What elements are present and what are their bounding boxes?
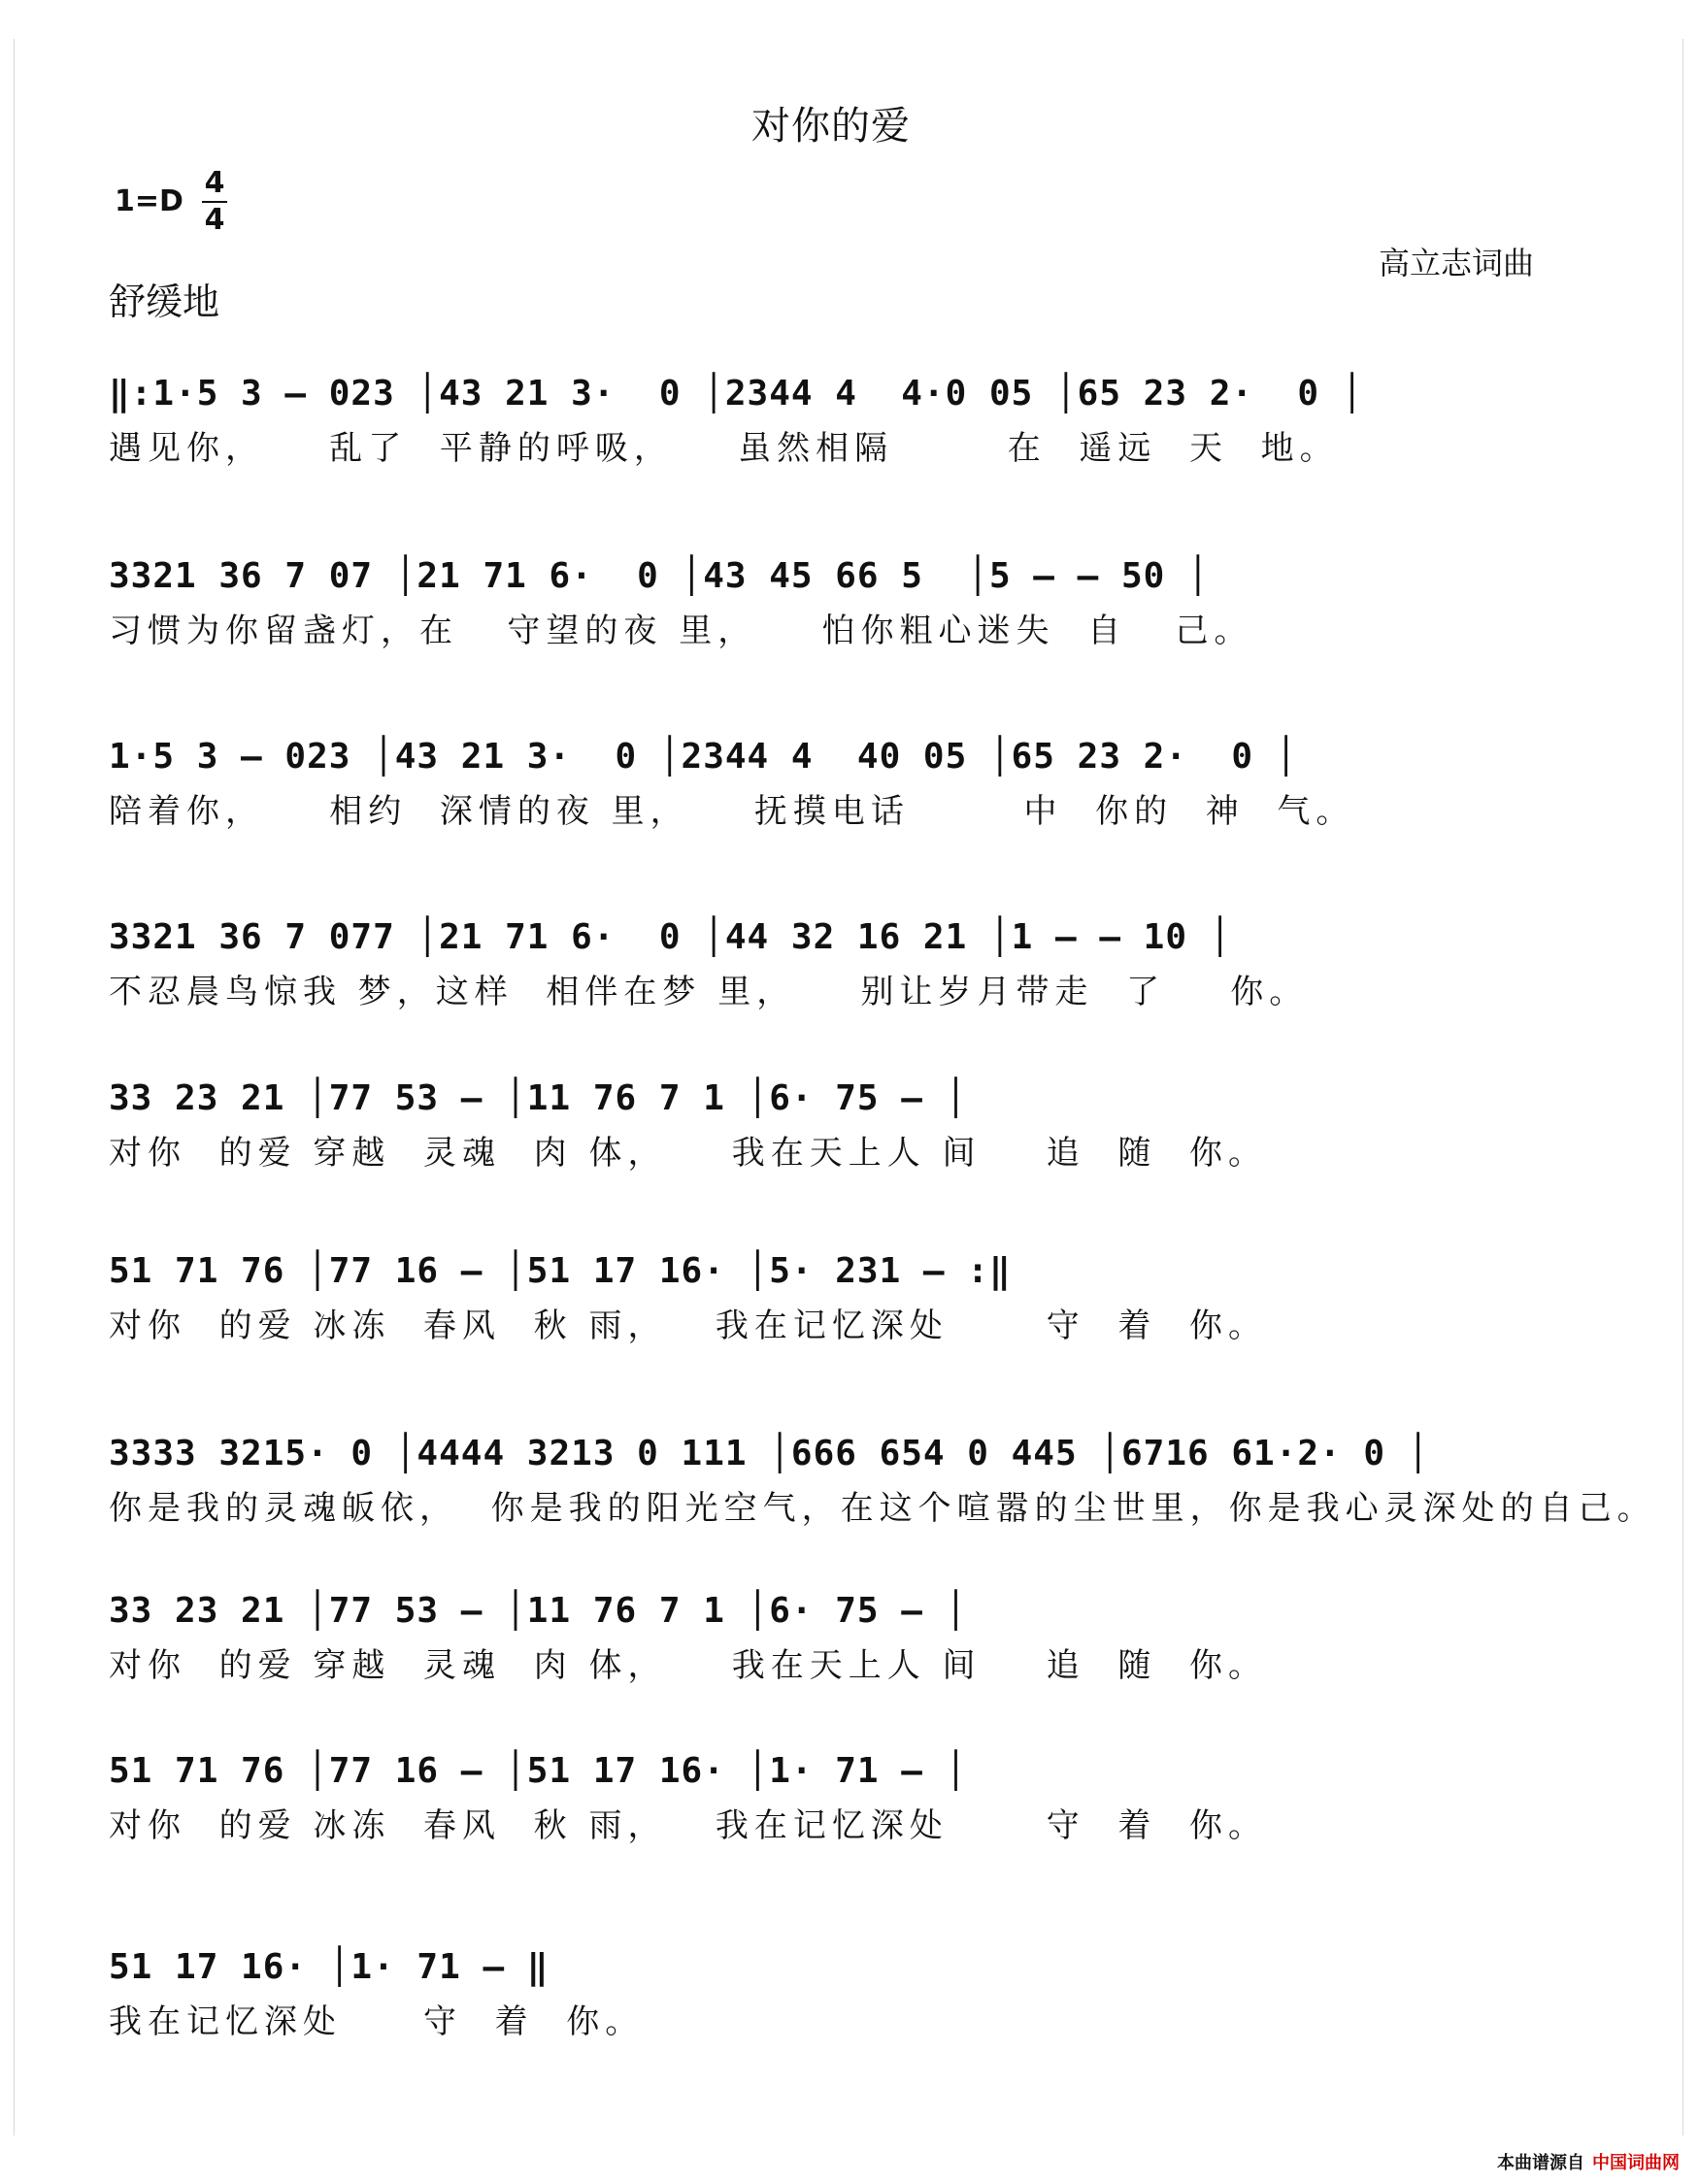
time-signature-top: 4	[204, 166, 225, 200]
source-label: 本曲谱源自	[1497, 2153, 1584, 2173]
notation-line: 3333 3215· 0 │4444 3213 0 111 │666 654 0 445 │6716 61·2· 0 │	[109, 1434, 1430, 1473]
source-site-link[interactable]: 中国词曲网	[1592, 2153, 1680, 2173]
time-signature-bottom: 4	[204, 203, 225, 237]
lyric-line: 你是我的灵魂皈依， 你是我的阳光空气，在这个喧嚣的尘世里，你是我心灵深处的自己。	[109, 1489, 1656, 1528]
notation-line: ‖:1·5 3 – 023 │43 21 3· 0 │2344 4 4·0 05 │65 23 2· 0 │	[109, 374, 1364, 414]
notation-line: 33 23 21 │77 53 – │11 76 7 1 │6· 75 – │	[109, 1591, 968, 1631]
notation-line: 51 71 76 │77 16 – │51 17 16· │1· 71 – │	[109, 1751, 968, 1791]
notation-line: 3321 36 7 077 │21 71 6· 0 │44 32 16 21 │1 – – 10 │	[109, 917, 1232, 957]
lyric-line: 对你 的爱 穿越 灵魂 肉 体， 我在天上人 间 追 随 你。	[109, 1134, 1267, 1173]
lyric-line: 对你 的爱 冰冻 春风 秋 雨， 我在记忆深处 守 着 你。	[109, 1307, 1267, 1345]
left-margin-watermark	[4, 39, 15, 2135]
right-margin-watermark	[1682, 39, 1693, 2135]
lyric-line: 不忍晨鸟惊我 梦，这样 相伴在梦 里， 别让岁月带走 了 你。	[109, 973, 1309, 1011]
lyric-line: 习惯为你留盏灯，在 守望的夜 里， 怕你粗心迷失 自 己。	[109, 612, 1253, 650]
lyric-line: 对你 的爱 冰冻 春风 秋 雨， 我在记忆深处 守 着 你。	[109, 1806, 1267, 1845]
source-credit	[1497, 2149, 1680, 2174]
composer-credit: 高立志词曲	[1379, 245, 1535, 281]
lyric-line: 陪着你， 相约 深情的夜 里， 抚摸电话 中 你的 神 气。	[109, 792, 1355, 831]
tempo-marking: 舒缓地	[109, 281, 220, 323]
time-signature	[202, 167, 227, 237]
lyric-line: 对你 的爱 穿越 灵魂 肉 体， 我在天上人 间 追 随 你。	[109, 1646, 1267, 1685]
notation-line: 33 23 21 │77 53 – │11 76 7 1 │6· 75 – │	[109, 1078, 968, 1118]
lyric-line: 遇见你， 乱了 平静的呼吸， 虽然相隔 在 遥远 天 地。	[109, 429, 1339, 468]
notation-line: 1·5 3 – 023 │43 21 3· 0 │2344 4 40 05 │65 23 2· 0 │	[109, 737, 1298, 777]
key-signature: 1=D	[115, 184, 183, 218]
notation-line: 3321 36 7 07 │21 71 6· 0 │43 45 66 5 │5 – – 50 │	[109, 556, 1210, 596]
score-title: 对你的爱	[751, 104, 911, 149]
notation-line: 51 17 16· │1· 71 – ‖	[109, 1947, 550, 1987]
notation-line: 51 71 76 │77 16 – │51 17 16· │5· 231 – :‖	[109, 1251, 1012, 1291]
lyric-line: 我在记忆深处 守 着 你。	[109, 2002, 645, 2041]
